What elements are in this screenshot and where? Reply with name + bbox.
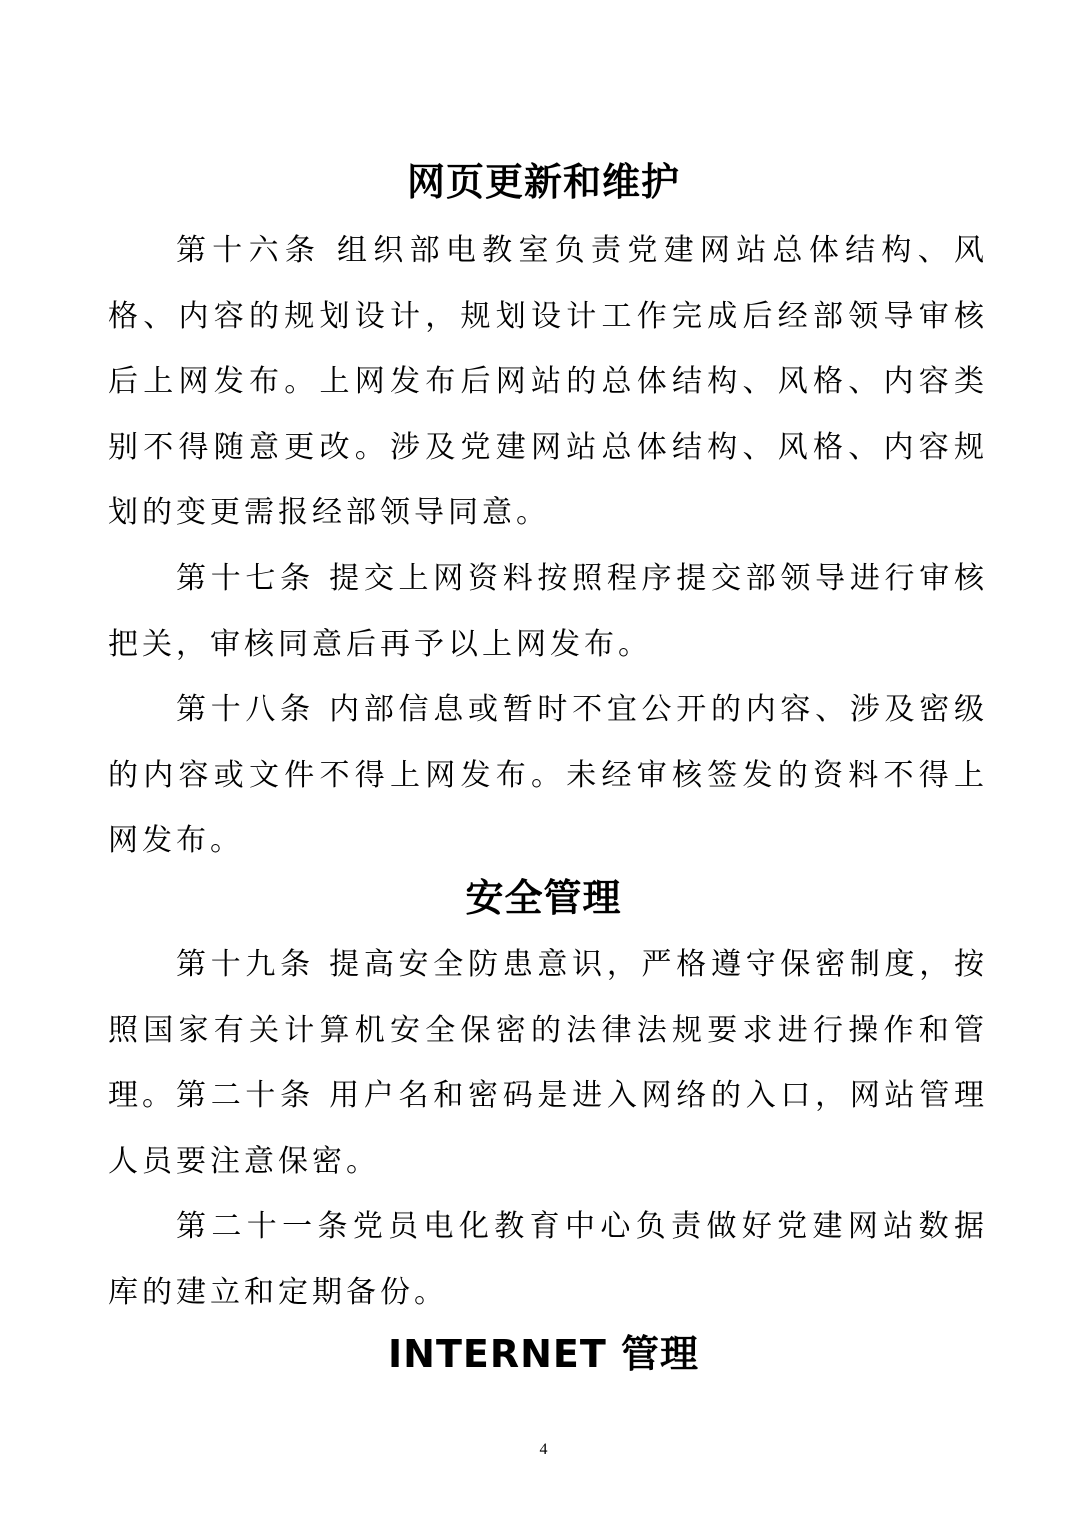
article-20-paragraph: 第二十条 用户名和密码是进入网络的入口，网站管理人员要注意保密。 (108, 1078, 988, 1179)
section-heading-internet: INTERNET 管理 (388, 1332, 699, 1376)
page-number: 4 (539, 1441, 548, 1458)
article-18-paragraph: 第十八条 内部信息或暂时不宜公开的内容、涉及密级的内容或文件不得上网发布。未经审核签发的资料不得上网发布。 (108, 692, 988, 858)
section-heading-web-update: 网页更新和维护 (406, 160, 680, 204)
article-16-paragraph: 第十六条 组织部电教室负责党建网站总体结构、风格、内容的规划设计，规划设计工作完成后经部领导审核后上网发布。上网发布后网站的总体结构、风格、内容类别不得随意更改。涉及党建网站总体结构、风格、内容规划的变更需报经部领导同意。 (108, 233, 988, 530)
section-heading-security: 安全管理 (465, 876, 622, 920)
article-19-paragraph: 第十九条 提高安全防患意识，严格遵守保密制度，按照国家有关计算机安全保密的法律法规要求进行操作和管理。 (108, 947, 988, 1113)
article-21-paragraph: 第二十一条党员电化教育中心负责做好党建网站数据库的建立和定期备份。 (108, 1209, 988, 1310)
article-17-paragraph: 第十七条 提交上网资料按照程序提交部领导进行审核把关，审核同意后再予以上网发布。 (108, 561, 988, 662)
